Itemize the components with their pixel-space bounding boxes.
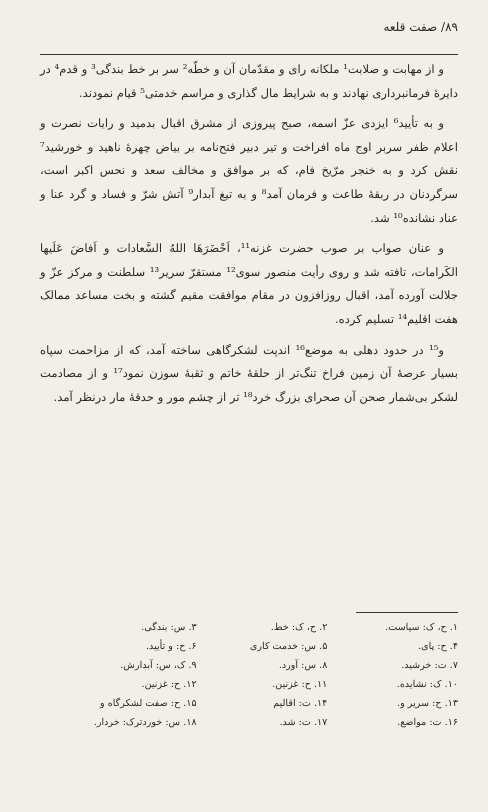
footnote: ۱۱. ح: غزنین.: [272, 679, 328, 690]
footnote: ۲. ح، ک: خط.: [270, 622, 328, 633]
footnote: ۱۳. ح: سریر و.: [397, 698, 458, 709]
footnote: ۷. ت: خرشید.: [401, 660, 458, 671]
footnote: ۵. س: خدمت کاری: [249, 641, 328, 652]
footnote: ۱۶. ت: مواضع.: [397, 717, 458, 728]
footnote: ۶. ح: و تأیید.: [146, 641, 197, 652]
footnote: ۱۸. س: خوردترک: خردار.: [93, 717, 197, 728]
footnote: ۱۵. ح: صفت لشکرگاه و: [100, 698, 197, 709]
footnotes: [84, 620, 458, 731]
footnote: ۳. س: بندگی.: [141, 622, 197, 633]
footnote: ۸. س: آورد.: [278, 660, 328, 671]
header-rule: [40, 54, 458, 55]
footnote: ۱۷. ت: شد.: [279, 717, 328, 728]
paragraph: و از مهابت و صلابت¹ ملکانه رای و مقدّمان آن و خطّه² سر بر خط بندگی³ و قدم⁴ در دایرهٔ فرمانبرداری نهادند و به شرایط مال گذاری و مراسم خدمتی⁵ قیام نمودند.: [40, 62, 458, 100]
paragraph: و به تأیید⁶ ایزدی عزّ اسمه، صبح پیروزی از مشرق اقبال بدمید و رایات نصرت و اعلام ظفر سربر اوج ماه افراخت و تیر دبیر فتح‌نامه بر بیاض چهرهٔ ناهید و خورشید⁷ نقش کرد و به خنجر مرّیخ فام، که بر موافق و مخالف سعد و نحس اکبر است، سرگردنان در ربقهٔ طاعت و فرمان آمد⁸ و به تیغ آبدار⁹ آتش شرّ و فساد و گرد عنا و عناد نشانده¹⁰ شد.: [40, 116, 458, 225]
footnote: ۱۴. ت: اقالیم: [273, 698, 328, 709]
footnote-rule: [356, 612, 458, 613]
footnote: ۱۲. ح: غزنین.: [141, 679, 197, 690]
paragraph: و¹⁵ در حدود دهلی به موضع¹⁶ اندپت لشکرگاهی ساخته آمد، که از مزاحمت سپاه بسیار عرصهٔ آن زمین فراخ تنگ‌تر از حلقهٔ خاتم و ثقبهٔ سوزن نمود¹⁷ و از مصادمت لشکر بی‌شمار صحن آن صحرای بزرگ خرد¹⁸ تر از چشم مور و حدقهٔ مار درنظر آمد.: [40, 342, 458, 404]
paragraph: و عنان صواب بر صوب حضرت غزنه¹¹، اَحْضَرَهَا اللهُ السَّعادات و اَفاضَ عَلَیها الکَرامات، تافته شد و روی رأیت منصور سوی¹² مستقرّ سریر¹³ سلطنت و مرکز عزّ و جلالت آورده آمد، اقبال روزافزون در مقام موافقت مقیم گشته و بخت مساعد ممالک هفت اقلیم¹⁴ تسلیم کرده.: [40, 241, 458, 326]
footnote: ۹. ک، س: آبدارش.: [120, 660, 197, 671]
body-text: [40, 58, 458, 409]
footnote: ۴. ح: پای.: [418, 641, 458, 652]
footnote: ۱. ح، ک: سیاست.: [385, 622, 458, 633]
footnote: ۱۰. ک: نشایده.: [396, 679, 458, 690]
page-heading: ۸۹/ صفت قلعه: [383, 20, 458, 34]
